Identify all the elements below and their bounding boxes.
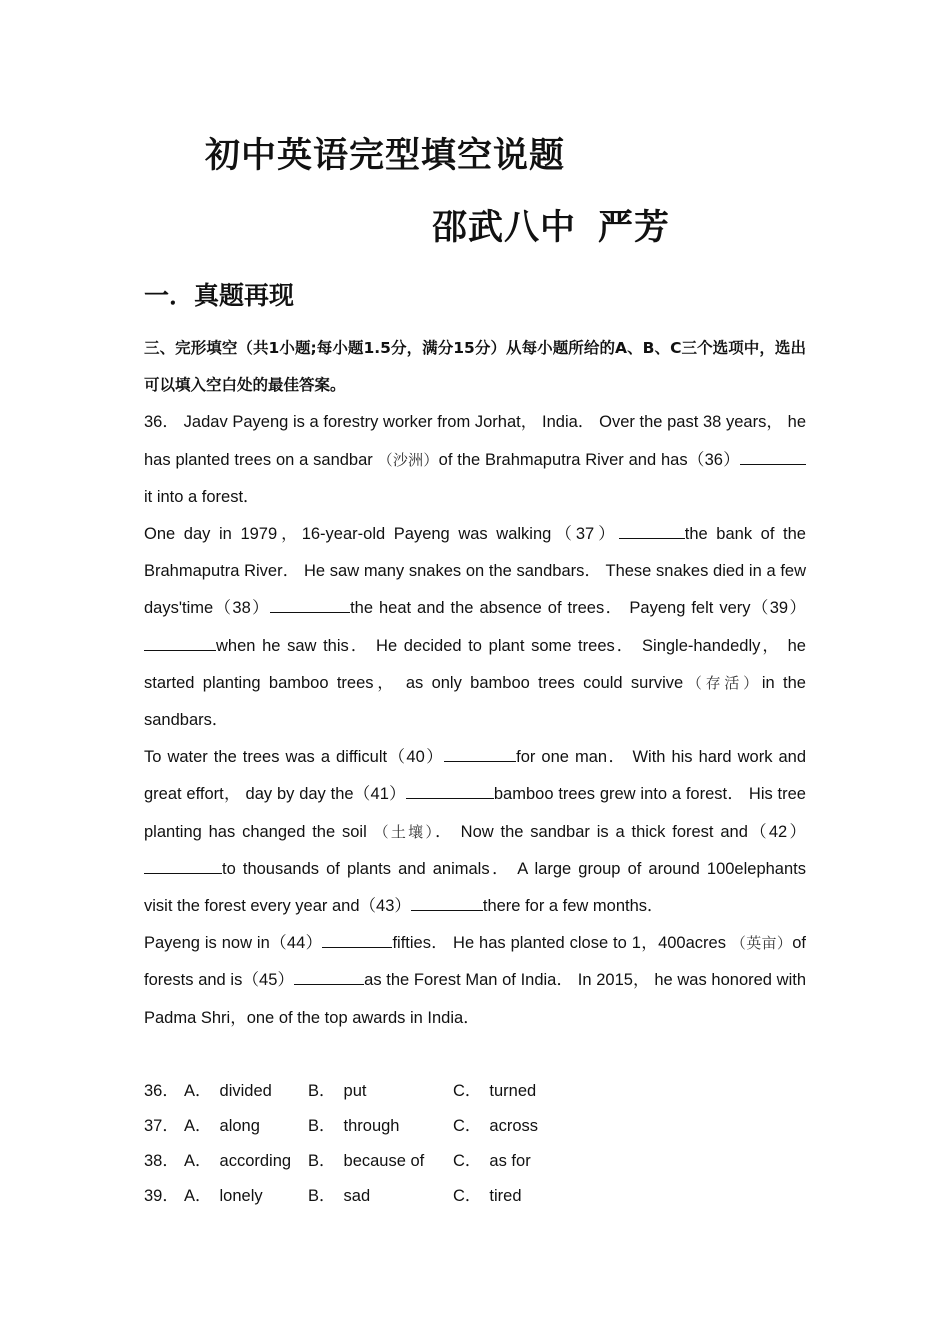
chinese-gloss: （英亩） (730, 934, 793, 953)
question-number: 38． (144, 1152, 179, 1170)
passage-paragraph-3 (144, 739, 806, 925)
passage-text: of forests and is（45） (144, 934, 806, 990)
blank-39 (144, 632, 216, 650)
passage-text: when he saw this． He decided to plant some trees． Single‐handedly， he started planting bamboo trees， as only bamboo trees could survive (144, 636, 806, 692)
section-heading: 一．真题再现 (144, 281, 295, 310)
option-b: B． through (308, 1117, 400, 1135)
exercise-body (144, 330, 806, 1037)
passage-text: 36． Jadav Payeng is a forestry worker from Jorhat， India． Over the past 38 years， he has planted trees on a sandbar (144, 413, 806, 469)
passage-text: to thousands of plants and animals． A large group of around 100elephants visit the forest every year and（43） (144, 859, 806, 916)
passage-text: for one man． With his hard work and great effort， day by day the（41） (144, 748, 806, 804)
passage-paragraph-4 (144, 925, 806, 1037)
chinese-gloss: （土壤） (373, 822, 436, 841)
option-a: A． divided (184, 1082, 272, 1100)
passage-text: of the Brahmaputra River and has（36） (438, 450, 740, 469)
author-school: 邵武八中 (432, 208, 577, 248)
option-a: A． along (184, 1117, 260, 1135)
blank-41 (406, 781, 494, 799)
instructions: 三、完形填空（共1小题;每小题1.5分，满分15分）从每小题所给的A、B、C三个选项中，选出可以填入空白处的最佳答案。 (144, 339, 806, 395)
passage-text: there for a few months． (482, 897, 664, 916)
blank-44 (322, 930, 392, 948)
option-b: B． because of (308, 1152, 425, 1170)
passage-text: ． Now the sandbar is a thick forest and（42） (435, 822, 806, 841)
passage-text: in the sandbars． (144, 673, 806, 730)
option-c: C． across (453, 1117, 539, 1135)
document-title: 初中英语完型填空说题 (205, 136, 566, 176)
passage-text: One day in 1979，16‐year‐old Payeng was walking（37） (144, 525, 619, 544)
passage-text: Payeng is now in（44） (144, 934, 323, 953)
passage-text: it into a forest． (144, 487, 260, 506)
passage-text: as the Forest Man of India． In 2015， he was honored with Padma Shri，one of the top awards in India． (144, 971, 807, 1027)
option-b: B． put (308, 1082, 367, 1100)
blank-42 (144, 856, 222, 874)
blank-43 (411, 893, 483, 911)
blank-40 (444, 744, 516, 762)
passage-text: the heat and the absence of trees． Payeng felt very（39） (350, 599, 806, 618)
option-b: B． sad (308, 1187, 371, 1205)
passage-paragraph-1 (144, 404, 806, 516)
question-number: 36． (144, 1082, 179, 1100)
author-name: 严芳 (598, 208, 671, 248)
blank-36 (740, 446, 806, 464)
chinese-gloss: （存活） (683, 673, 762, 692)
passage-text: the bank of the Brahmaputra River． He saw many snakes on the sandbars． These snakes died in a few days'time（38） (144, 525, 806, 618)
option-c: C． tired (453, 1187, 522, 1205)
blank-37 (619, 521, 685, 539)
option-c: C． turned (453, 1082, 537, 1100)
option-c: C． as for (453, 1152, 531, 1170)
passage-paragraph-2 (144, 516, 806, 739)
passage-text: bamboo trees grew into a forest． His tree planting has changed the soil (144, 785, 806, 841)
passage-text: To water the trees was a difficult（40） (144, 748, 445, 767)
question-number: 37． (144, 1117, 179, 1135)
passage-text: fifties． He has planted close to 1，400acres (392, 934, 731, 953)
question-number: 39． (144, 1187, 179, 1205)
chinese-gloss: （沙洲） (377, 450, 439, 469)
author-line (432, 200, 670, 250)
option-a: A． according (184, 1152, 292, 1170)
blank-38 (270, 595, 350, 613)
blank-45 (294, 967, 364, 985)
option-a: A． lonely (184, 1187, 263, 1205)
